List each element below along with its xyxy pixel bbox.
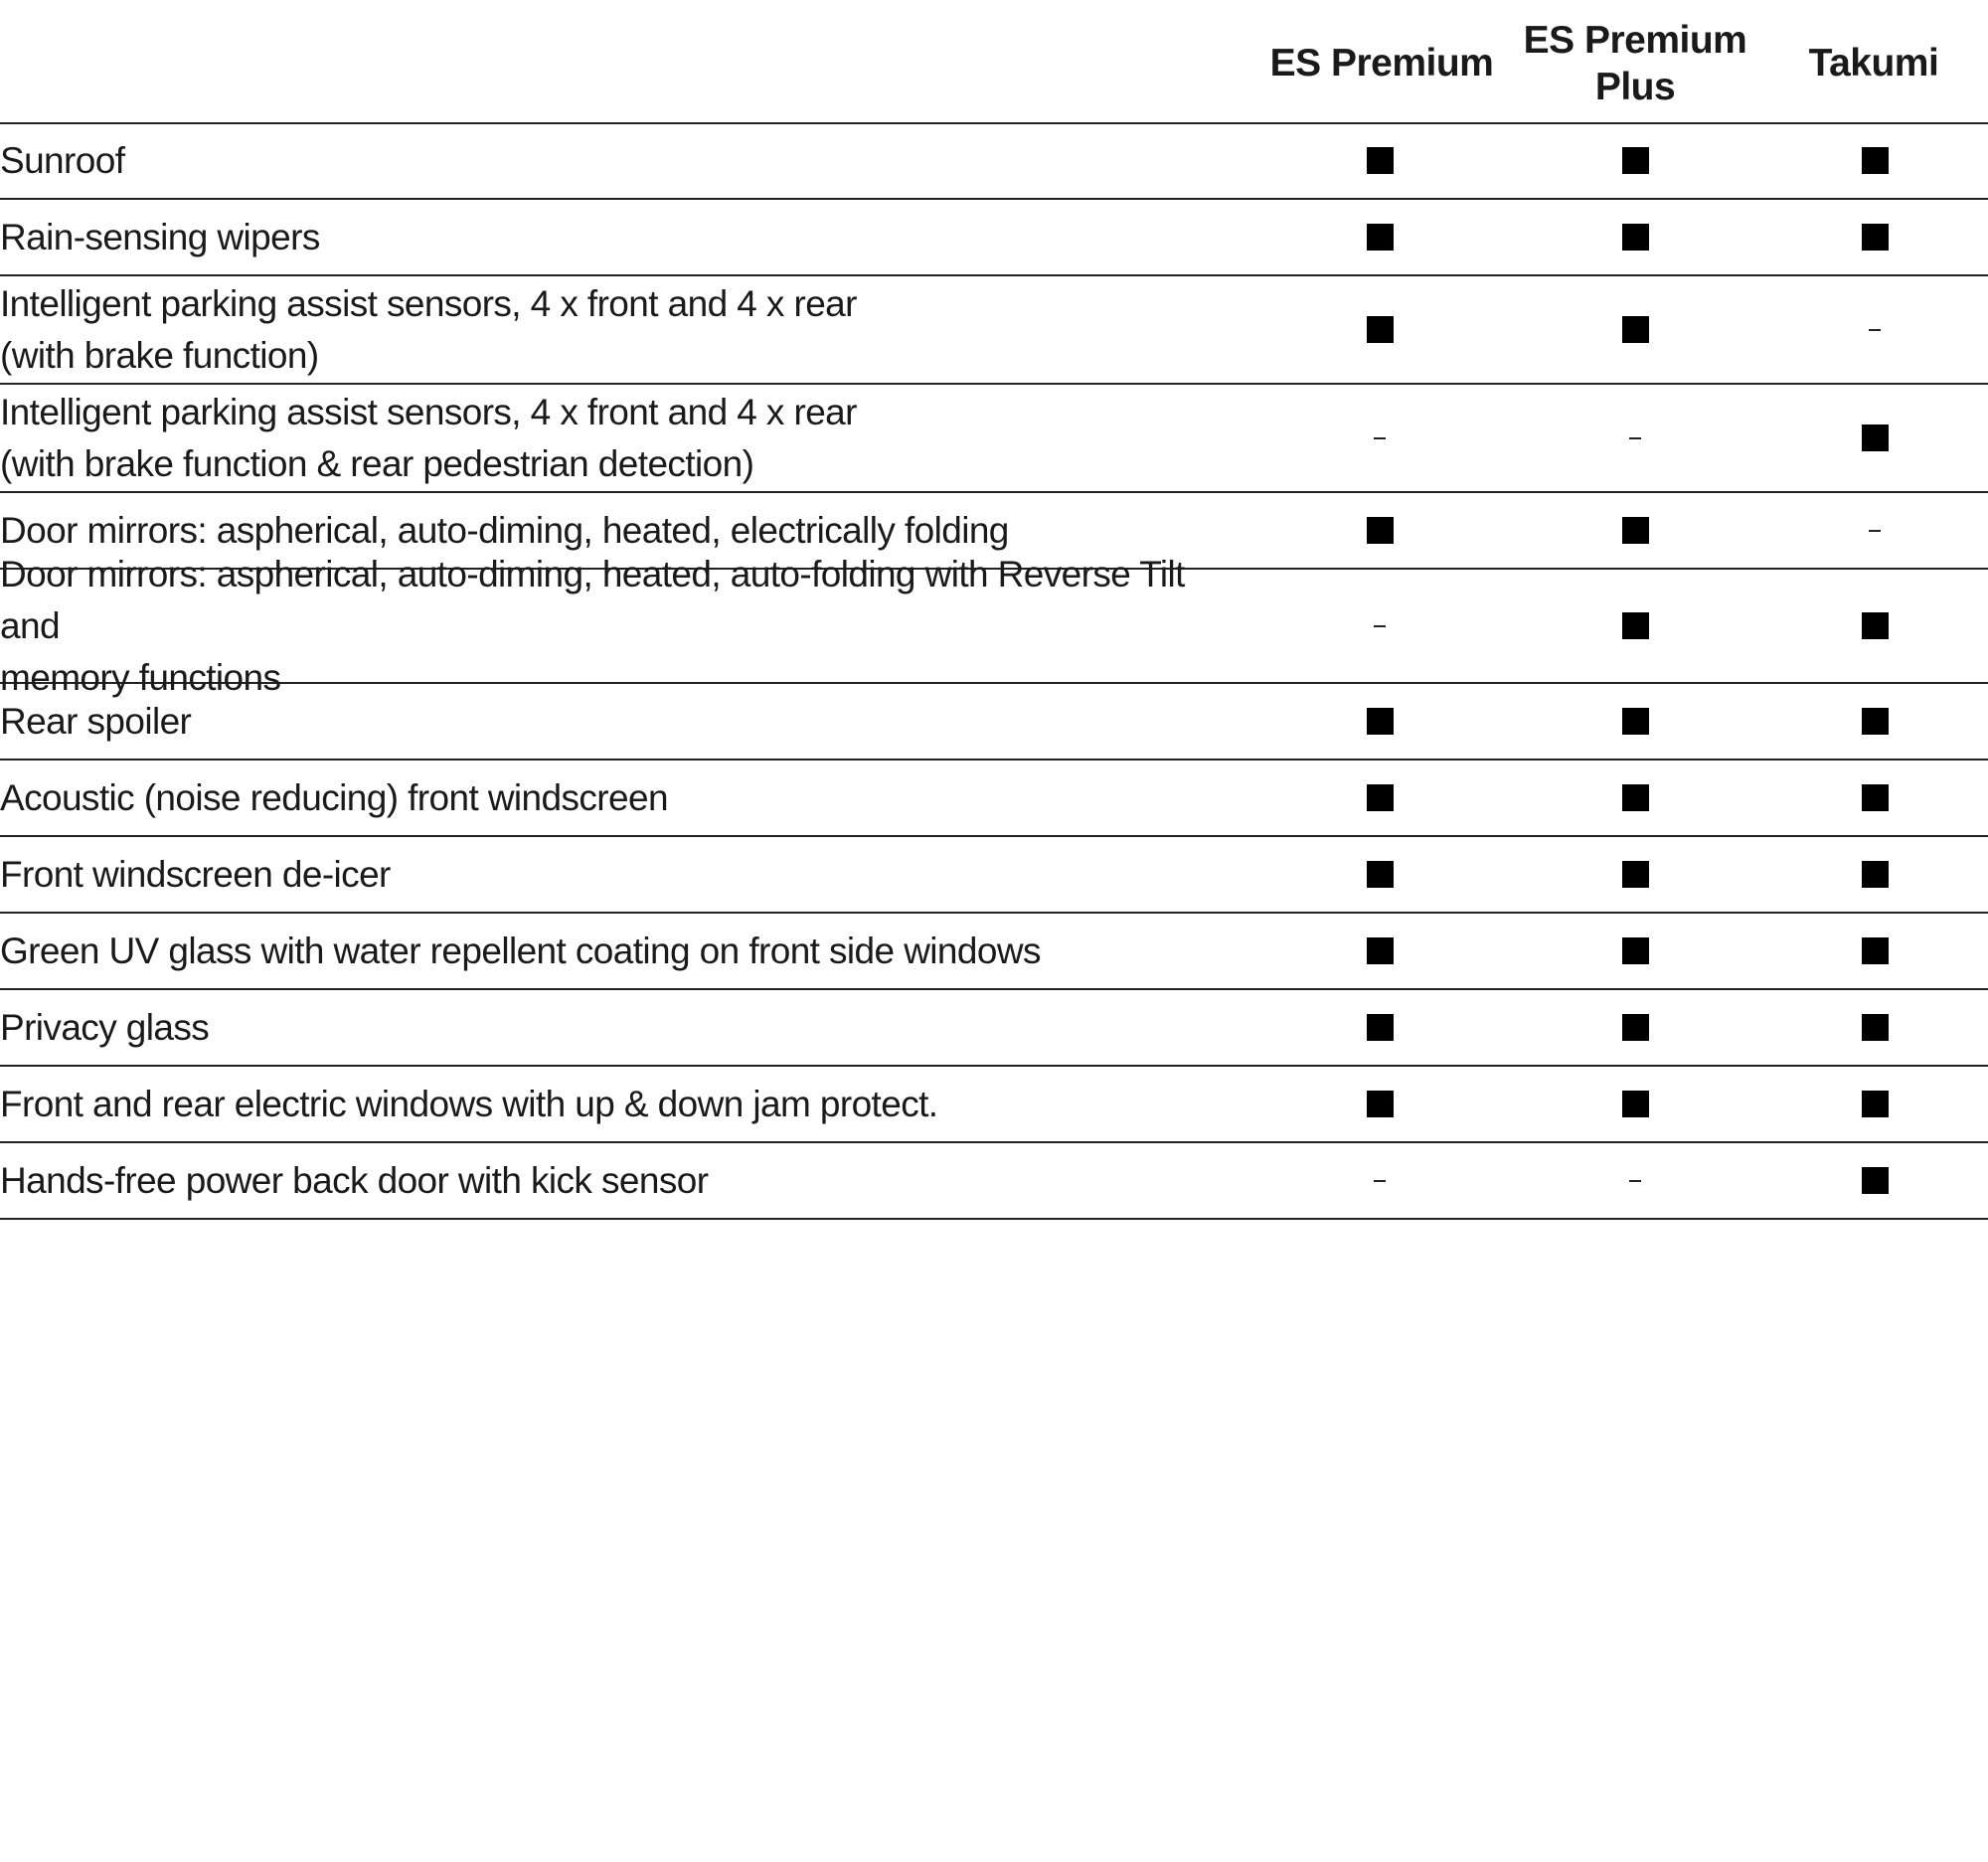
standard-square-icon [1862, 612, 1889, 639]
availability-cell [1566, 276, 1705, 383]
availability-cell [1310, 990, 1449, 1065]
feature-label: Rain-sensing wipers [0, 216, 320, 257]
not-available-dash-icon [1629, 1180, 1641, 1182]
availability-cell [1805, 1067, 1944, 1141]
standard-square-icon [1367, 1091, 1394, 1117]
standard-square-icon [1862, 1014, 1889, 1041]
availability-cell [1805, 385, 1944, 491]
standard-square-icon [1367, 224, 1394, 251]
availability-cell [1805, 570, 1944, 682]
table-row [0, 990, 1988, 1067]
standard-square-icon [1367, 1014, 1394, 1041]
standard-square-icon [1622, 224, 1649, 251]
availability-cell [1310, 914, 1449, 988]
availability-cell [1310, 493, 1449, 568]
feature-label: Intelligent parking assist sensors, 4 x front and 4 x rear (with brake function & rear pedestrian detection) [0, 391, 857, 484]
availability-cell [1566, 684, 1705, 759]
availability-cell [1310, 761, 1449, 835]
standard-square-icon [1862, 937, 1889, 964]
standard-square-icon [1622, 708, 1649, 735]
availability-cell [1566, 761, 1705, 835]
availability-cell [1310, 570, 1449, 682]
standard-square-icon [1862, 147, 1889, 174]
feature-label: Intelligent parking assist sensors, 4 x front and 4 x rear (with brake function) [0, 282, 857, 376]
feature-label: Front windscreen de-icer [0, 853, 391, 895]
not-available-dash-icon [1374, 625, 1386, 627]
table-row [0, 761, 1988, 837]
standard-square-icon [1367, 784, 1394, 811]
standard-square-icon [1367, 861, 1394, 888]
table-row [0, 1143, 1988, 1220]
feature-label: Green UV glass with water repellent coating on front side windows [0, 930, 1041, 971]
availability-cell [1805, 1143, 1944, 1218]
standard-square-icon [1367, 517, 1394, 544]
column-header-es-premium-plus: ES Premium Plus [1523, 19, 1747, 108]
standard-square-icon [1862, 224, 1889, 251]
feature-label: Rear spoiler [0, 700, 192, 742]
availability-cell [1805, 200, 1944, 274]
table-row [0, 684, 1988, 761]
table-row [0, 914, 1988, 990]
feature-label: Door mirrors: aspherical, auto-diming, heated, auto-folding with Reverse Tilt and memory functions [0, 553, 1185, 698]
feature-label: Acoustic (noise reducing) front windscreen [0, 776, 668, 818]
availability-cell [1566, 493, 1705, 568]
table-row [0, 200, 1988, 276]
availability-cell [1310, 385, 1449, 491]
feature-label: Privacy glass [0, 1006, 210, 1048]
availability-cell [1805, 990, 1944, 1065]
availability-cell [1805, 837, 1944, 912]
standard-square-icon [1622, 612, 1649, 639]
table-row [0, 1067, 1988, 1143]
standard-square-icon [1622, 784, 1649, 811]
availability-cell [1805, 276, 1944, 383]
availability-cell [1310, 837, 1449, 912]
availability-cell [1566, 200, 1705, 274]
availability-cell [1566, 914, 1705, 988]
availability-cell [1566, 1067, 1705, 1141]
availability-cell [1805, 684, 1944, 759]
availability-cell [1310, 1143, 1449, 1218]
standard-square-icon [1862, 424, 1889, 451]
not-available-dash-icon [1869, 329, 1881, 331]
column-header-takumi: Takumi [1808, 42, 1939, 85]
availability-cell [1566, 990, 1705, 1065]
feature-label: Hands-free power back door with kick sensor [0, 1159, 709, 1201]
standard-square-icon [1862, 1167, 1889, 1194]
availability-cell [1310, 684, 1449, 759]
availability-cell [1805, 493, 1944, 568]
feature-label: Front and rear electric windows with up & down jam protect. [0, 1083, 938, 1124]
table-header [0, 0, 1988, 124]
feature-label: Sunroof [0, 139, 125, 181]
availability-cell [1310, 1067, 1449, 1141]
standard-square-icon [1622, 316, 1649, 343]
standard-square-icon [1862, 784, 1889, 811]
standard-square-icon [1622, 1091, 1649, 1117]
standard-square-icon [1622, 1014, 1649, 1041]
availability-cell [1310, 123, 1449, 198]
availability-cell [1805, 761, 1944, 835]
availability-cell [1566, 123, 1705, 198]
standard-square-icon [1367, 316, 1394, 343]
standard-square-icon [1862, 708, 1889, 735]
standard-square-icon [1862, 861, 1889, 888]
not-available-dash-icon [1629, 437, 1641, 439]
availability-cell [1566, 385, 1705, 491]
table-row [0, 837, 1988, 914]
table-row [0, 385, 1988, 493]
table-body [0, 123, 1988, 1220]
availability-cell [1310, 276, 1449, 383]
standard-square-icon [1622, 861, 1649, 888]
standard-square-icon [1367, 937, 1394, 964]
standard-square-icon [1622, 937, 1649, 964]
availability-cell [1566, 837, 1705, 912]
feature-label: Door mirrors: aspherical, auto-diming, heated, electrically folding [0, 509, 1009, 551]
table-row [0, 553, 1988, 698]
standard-square-icon [1622, 517, 1649, 544]
availability-cell [1566, 570, 1705, 682]
not-available-dash-icon [1374, 1180, 1386, 1182]
standard-square-icon [1622, 147, 1649, 174]
not-available-dash-icon [1869, 530, 1881, 532]
standard-square-icon [1367, 708, 1394, 735]
standard-square-icon [1862, 1091, 1889, 1117]
availability-cell [1805, 914, 1944, 988]
standard-square-icon [1367, 147, 1394, 174]
not-available-dash-icon [1374, 437, 1386, 439]
availability-cell [1805, 123, 1944, 198]
table-row [0, 276, 1988, 385]
column-header-es-premium: ES Premium [1269, 42, 1494, 85]
table-row [0, 123, 1988, 200]
availability-cell [1566, 1143, 1705, 1218]
availability-cell [1310, 200, 1449, 274]
